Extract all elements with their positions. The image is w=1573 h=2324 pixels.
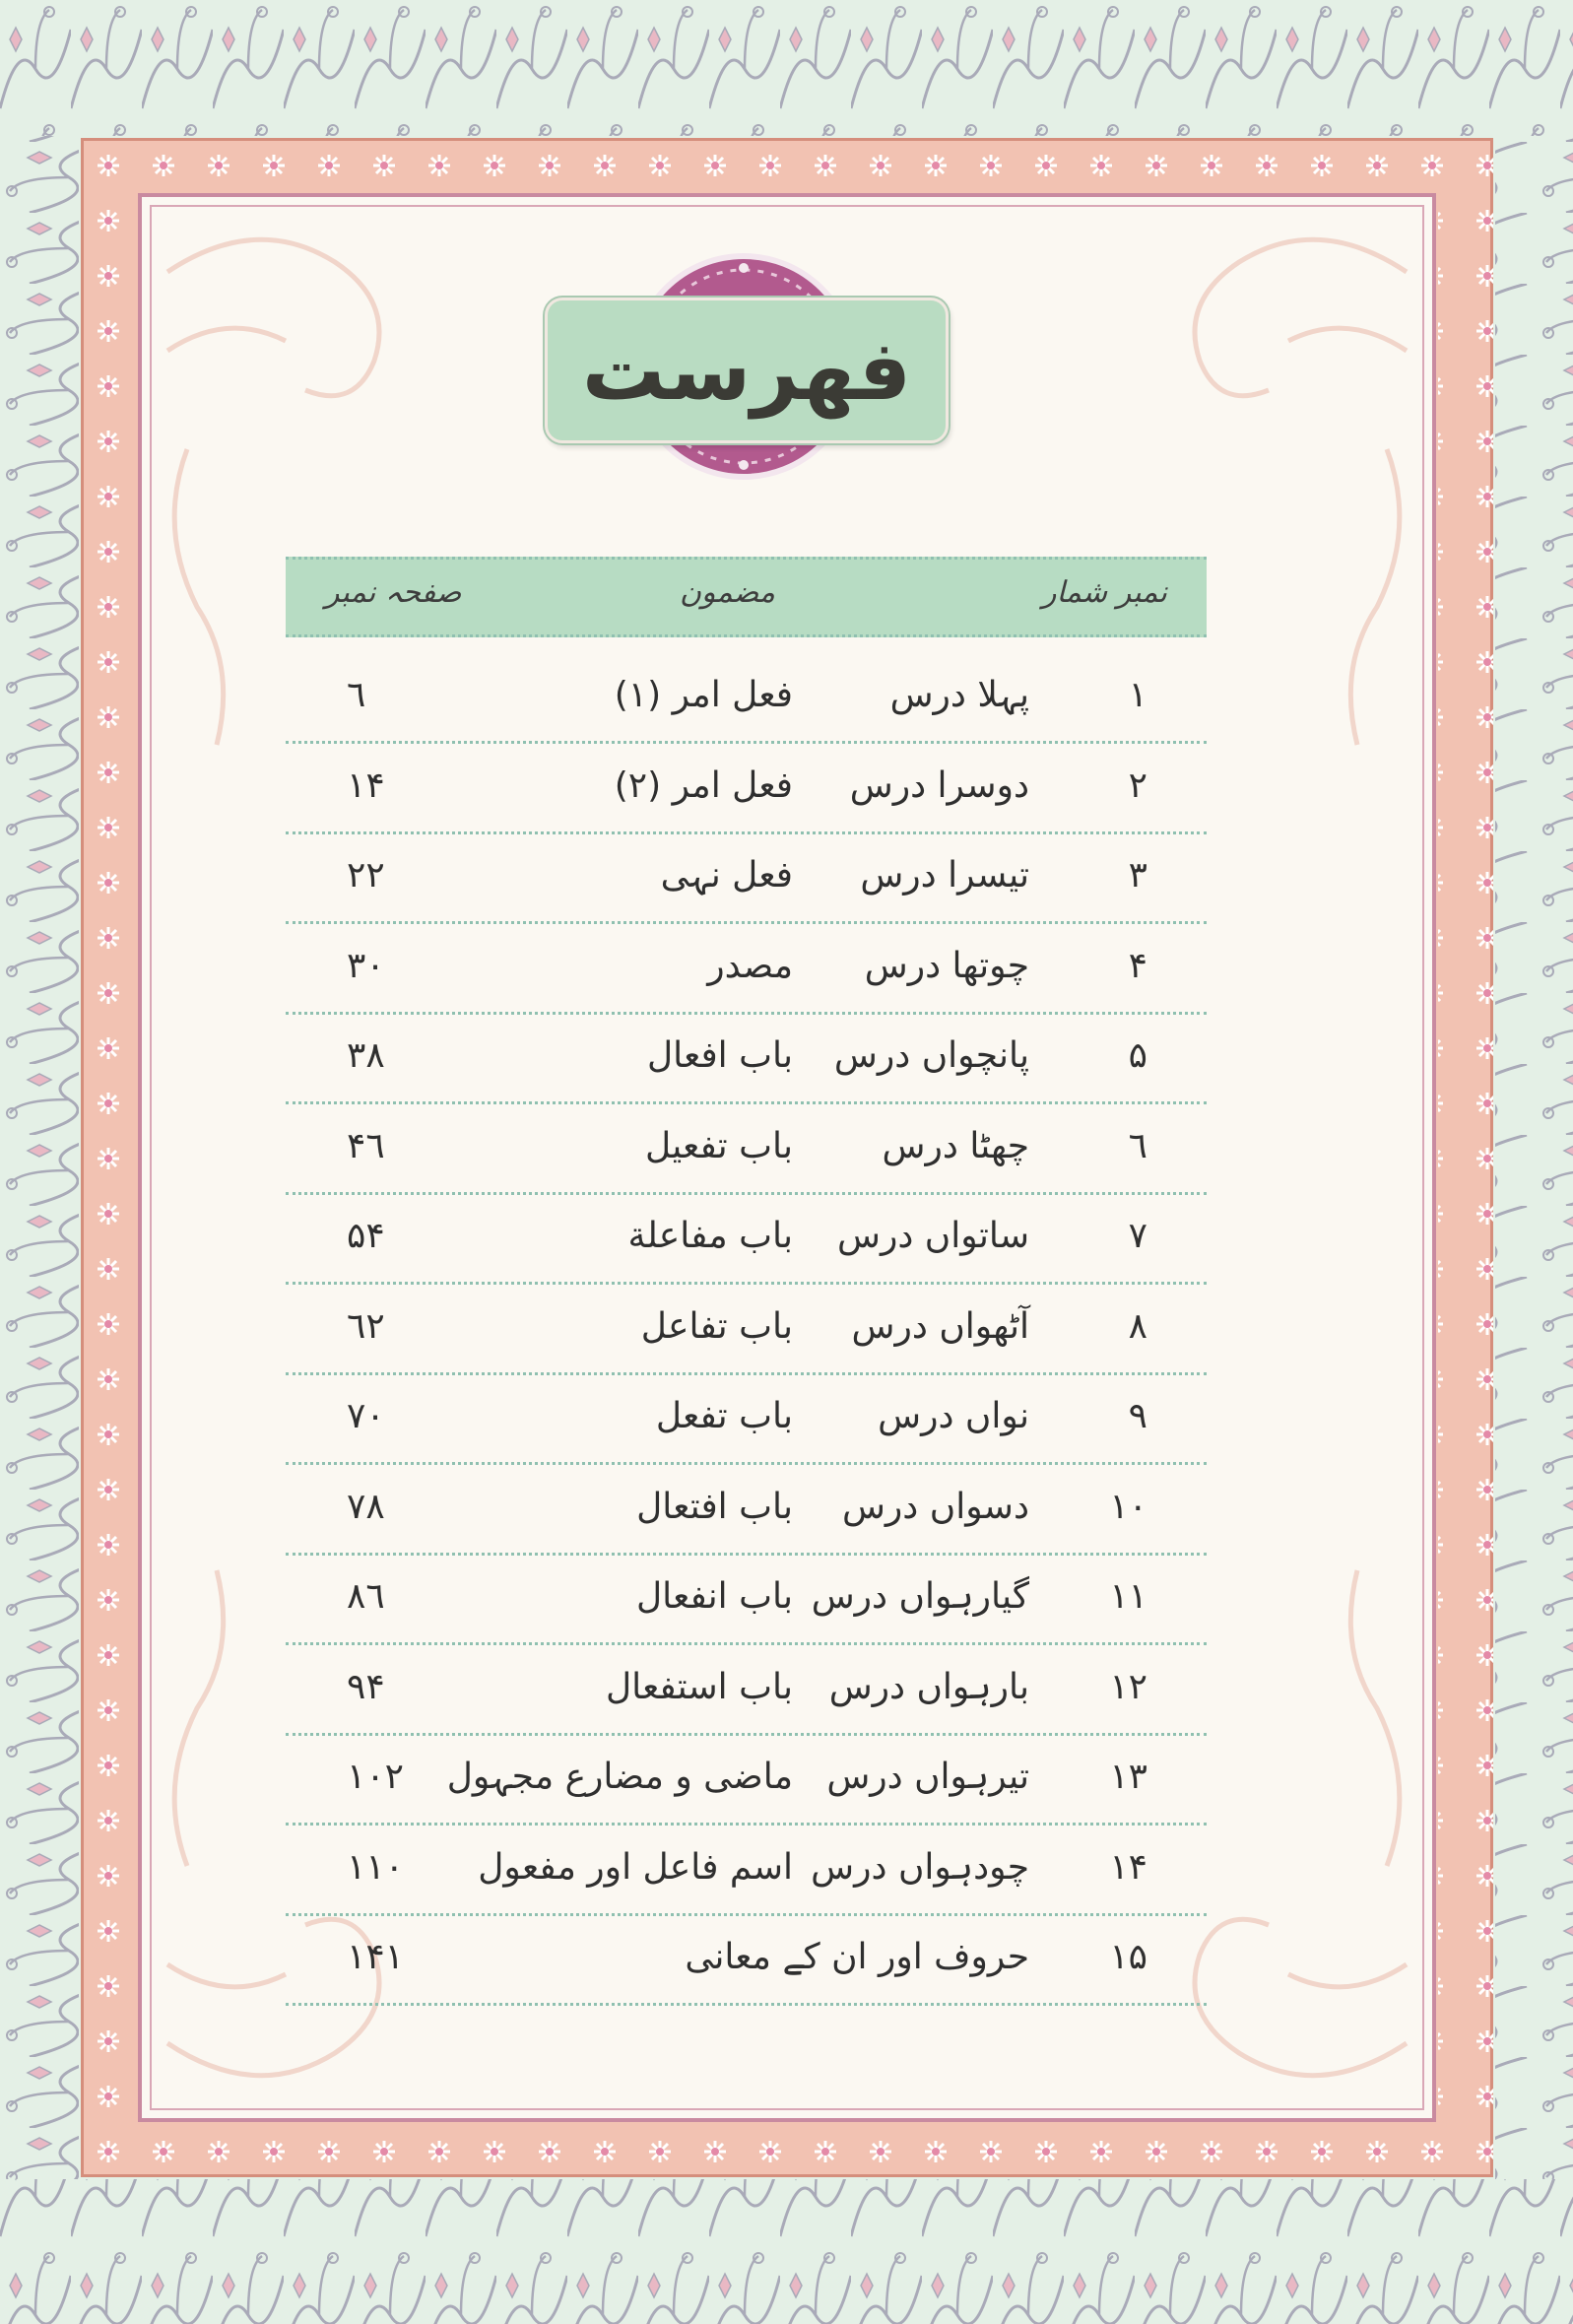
row-number: ۴ — [1128, 945, 1147, 986]
row-lesson: دسواں درس — [841, 1486, 1029, 1527]
dotted-divider — [286, 1733, 1207, 1736]
row-subject: ماضی و مضارع مجہول — [446, 1757, 793, 1797]
row-lesson: دوسرا درس — [849, 764, 1029, 806]
table-row — [286, 835, 1207, 924]
row-page-number: ٨٦ — [347, 1576, 385, 1617]
row-lesson: چوتھا درس — [864, 945, 1029, 986]
row-lesson: نواں درس — [878, 1396, 1029, 1436]
table-row — [286, 1376, 1207, 1465]
table-row — [286, 1287, 1207, 1375]
row-page-number: ۵۴ — [347, 1216, 385, 1256]
header-subject: مضمون — [680, 575, 775, 610]
header-page: صفحہ نمبر — [325, 575, 462, 610]
dotted-divider — [286, 2003, 1207, 2006]
row-lesson: چھٹا درس — [882, 1125, 1029, 1166]
row-number: ١۵ — [1109, 1937, 1147, 1977]
table-row — [286, 1557, 1207, 1645]
row-page-number: ١١٠ — [347, 1846, 405, 1888]
row-page-number: ٢٢ — [347, 855, 385, 896]
dotted-divider — [286, 1823, 1207, 1826]
row-page-number: ١۴١ — [347, 1937, 405, 1977]
row-number: ٨ — [1128, 1305, 1147, 1347]
dotted-divider — [286, 921, 1207, 924]
row-page-number: ٧٨ — [347, 1486, 385, 1527]
page-title: فهرست — [581, 322, 912, 419]
row-lesson: بارہواں درس — [828, 1666, 1029, 1707]
table-row — [286, 1467, 1207, 1556]
table-row — [286, 1917, 1207, 2006]
dotted-divider — [286, 1462, 1207, 1465]
row-page-number: ١٠٢ — [347, 1757, 405, 1797]
row-number: ١ — [1128, 675, 1147, 715]
dotted-divider — [286, 1101, 1207, 1104]
title-box — [545, 298, 949, 443]
dotted-divider — [286, 831, 1207, 834]
table-row — [286, 746, 1207, 834]
row-page-number: ٩۴ — [347, 1666, 385, 1707]
row-number: ٧ — [1128, 1216, 1147, 1256]
row-lesson: ساتواں درس — [837, 1216, 1029, 1256]
row-lesson: پانچواں درس — [833, 1035, 1029, 1076]
row-subject: باب افعال — [646, 1035, 793, 1076]
table-header — [286, 557, 1207, 637]
row-lesson: آٹھواں درس — [851, 1305, 1029, 1347]
table-row — [286, 1647, 1207, 1736]
table-row — [286, 655, 1207, 744]
table-row — [286, 926, 1207, 1015]
row-page-number: ٦ — [347, 675, 366, 715]
row-number: ٦ — [1128, 1125, 1147, 1166]
row-subject: باب تفعیل — [644, 1125, 793, 1166]
row-lesson: گیارہواں درس — [811, 1576, 1029, 1617]
row-page-number: ١۴ — [347, 764, 385, 806]
row-lesson: تیرہواں درس — [826, 1757, 1029, 1797]
table-row — [286, 1737, 1207, 1826]
row-number: ٢ — [1128, 764, 1147, 806]
row-number: ١۴ — [1109, 1846, 1147, 1888]
header-serial: نمبر شمار — [1042, 575, 1167, 610]
row-subject: فعل نہی — [660, 855, 793, 896]
row-subject: فعل امر (١) — [614, 675, 793, 715]
dotted-divider — [286, 1282, 1207, 1285]
dotted-divider — [286, 1642, 1207, 1645]
row-lesson: پہلا درس — [889, 675, 1029, 715]
table-row — [286, 1106, 1207, 1195]
dotted-divider — [286, 1913, 1207, 1916]
row-number: ١٢ — [1109, 1666, 1147, 1707]
row-subject: فعل امر (٢) — [614, 764, 793, 806]
row-number: ٩ — [1128, 1396, 1147, 1436]
title-badge — [537, 246, 950, 493]
row-page-number: ٣٨ — [347, 1035, 385, 1076]
row-subject: باب تفاعل — [640, 1305, 793, 1347]
row-number: ١٠ — [1109, 1486, 1147, 1527]
row-page-number: ٧٠ — [347, 1396, 385, 1436]
row-lesson: چودہواں درس — [811, 1846, 1029, 1888]
row-lesson: حروف اور ان کے معانی — [685, 1937, 1029, 1977]
row-subject: باب افتعال — [636, 1486, 793, 1527]
dotted-divider — [286, 1553, 1207, 1556]
row-page-number: ۴٦ — [347, 1125, 385, 1166]
row-subject: اسم فاعل اور مفعول — [478, 1846, 793, 1888]
row-subject: مصدر — [707, 945, 793, 986]
dotted-divider — [286, 1012, 1207, 1015]
row-page-number: ٣٠ — [347, 945, 385, 986]
row-number: ١١ — [1109, 1576, 1147, 1617]
dotted-divider — [286, 1372, 1207, 1375]
row-page-number: ٦٢ — [347, 1305, 385, 1347]
row-subject: باب انفعال — [635, 1576, 793, 1617]
table-row — [286, 1827, 1207, 1916]
row-lesson: تیسرا درس — [860, 855, 1029, 896]
row-subject: باب استفعال — [605, 1666, 793, 1707]
row-subject: باب تفعل — [655, 1396, 793, 1436]
table-row — [286, 1196, 1207, 1285]
dotted-divider — [286, 1192, 1207, 1195]
row-number: ١٣ — [1109, 1757, 1147, 1797]
table-row — [286, 1016, 1207, 1104]
row-number: ٣ — [1128, 855, 1147, 896]
dotted-divider — [286, 741, 1207, 744]
row-subject: باب مفاعلة — [627, 1216, 793, 1256]
row-number: ۵ — [1128, 1035, 1147, 1076]
